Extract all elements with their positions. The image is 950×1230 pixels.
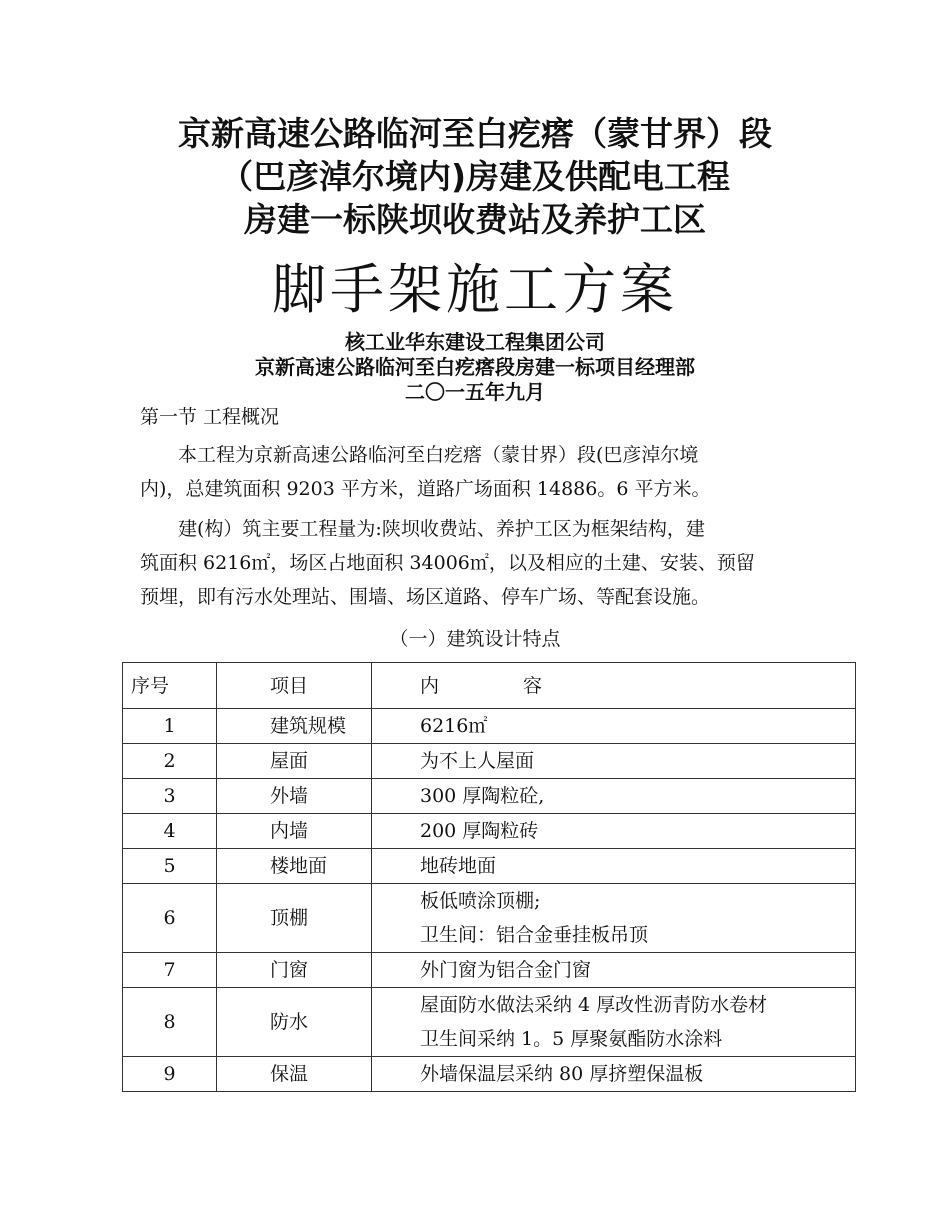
header-item: 项目 bbox=[217, 663, 372, 709]
table-row bbox=[123, 988, 856, 1057]
row-no: 9 bbox=[123, 1057, 217, 1092]
overview-paragraph bbox=[140, 438, 820, 506]
section-heading: 第一节 工程概况 bbox=[140, 406, 280, 428]
table-row bbox=[123, 709, 856, 744]
content-line: 6216㎡ bbox=[420, 715, 488, 737]
company-name: 核工业华东建设工程集团公司 bbox=[345, 330, 605, 354]
paragraph-line: 建(构）筑主要工程量为:陕坝收费站、养护工区为框架结构，建 bbox=[178, 518, 705, 540]
content-line: 外门窗为铝合金门窗 bbox=[420, 959, 592, 981]
row-no: 2 bbox=[123, 744, 217, 779]
row-item: 建筑规模 bbox=[217, 709, 372, 744]
row-content bbox=[372, 953, 856, 988]
row-content bbox=[372, 849, 856, 884]
content-line: 为不上人屋面 bbox=[420, 750, 535, 772]
organization-block bbox=[0, 330, 950, 405]
row-no: 3 bbox=[123, 779, 217, 814]
row-item: 防水 bbox=[217, 988, 372, 1057]
row-item: 屋面 bbox=[217, 744, 372, 779]
row-item: 内墙 bbox=[217, 814, 372, 849]
design-features-table bbox=[122, 662, 856, 1092]
table-caption: （一）建筑设计特点 bbox=[389, 628, 561, 650]
table-header-row bbox=[123, 663, 856, 709]
document-date: 二〇一五年九月 bbox=[405, 380, 545, 404]
header-content-a: 内 bbox=[420, 674, 440, 697]
row-item: 楼地面 bbox=[217, 849, 372, 884]
row-no: 8 bbox=[123, 988, 217, 1057]
content-line: 卫生间：铝合金垂挂板吊顶 bbox=[420, 924, 649, 946]
header-content-b: 容 bbox=[523, 674, 543, 697]
header-no: 序号 bbox=[123, 663, 217, 709]
table-row bbox=[123, 884, 856, 953]
row-content bbox=[372, 814, 856, 849]
content-line: 外墙保温层采纳 80 厚挤塑保温板 bbox=[420, 1063, 704, 1085]
row-item: 外墙 bbox=[217, 779, 372, 814]
row-no: 1 bbox=[123, 709, 217, 744]
table-row bbox=[123, 953, 856, 988]
title-line: 房建一标陕坝收费站及养护工区 bbox=[244, 200, 706, 239]
row-no: 6 bbox=[123, 884, 217, 953]
row-item: 顶棚 bbox=[217, 884, 372, 953]
row-item: 保温 bbox=[217, 1057, 372, 1092]
quantities-paragraph bbox=[140, 512, 820, 614]
paragraph-line: 本工程为京新高速公路临河至白疙瘩（蒙甘界）段(巴彦淖尔境 bbox=[178, 444, 699, 466]
table-row bbox=[123, 814, 856, 849]
paragraph-line: 预埋，即有污水处理站、围墙、场区道路、停车广场、等配套设施。 bbox=[140, 586, 711, 608]
content-line: 地砖地面 bbox=[420, 855, 497, 877]
row-content bbox=[372, 884, 856, 953]
content-line: 200 厚陶粒砖 bbox=[420, 820, 539, 842]
row-no: 4 bbox=[123, 814, 217, 849]
paragraph-line: 内)，总建筑面积 9203 平方米，道路广场面积 14886。6 平方米。 bbox=[140, 478, 711, 500]
row-content bbox=[372, 1057, 856, 1092]
row-no: 5 bbox=[123, 849, 217, 884]
document-title bbox=[0, 112, 950, 241]
row-content bbox=[372, 779, 856, 814]
paragraph-line: 筑面积 6216㎡，场区占地面积 34006㎡，以及相应的土建、安装、预留 bbox=[140, 552, 755, 574]
row-content bbox=[372, 709, 856, 744]
row-content bbox=[372, 988, 856, 1057]
main-title: 脚手架施工方案 bbox=[272, 258, 678, 321]
row-item: 门窗 bbox=[217, 953, 372, 988]
table-row bbox=[123, 849, 856, 884]
table-row bbox=[123, 744, 856, 779]
content-line: 卫生间采纳 1。5 厚聚氨酯防水涂料 bbox=[420, 1028, 723, 1050]
row-no: 7 bbox=[123, 953, 217, 988]
header-content bbox=[372, 663, 856, 709]
content-line: 板低喷涂顶棚; bbox=[420, 890, 541, 912]
title-line: （巴彦淖尔境内)房建及供配电工程 bbox=[219, 157, 731, 196]
project-department: 京新高速公路临河至白疙瘩段房建一标项目经理部 bbox=[255, 355, 695, 379]
row-content bbox=[372, 744, 856, 779]
title-line: 京新高速公路临河至白疙瘩（蒙甘界）段 bbox=[178, 114, 772, 153]
content-line: 300 厚陶粒砼, bbox=[420, 785, 545, 807]
table-row bbox=[123, 1057, 856, 1092]
content-line: 屋面防水做法采纳 4 厚改性沥青防水卷材 bbox=[420, 994, 768, 1016]
table-row bbox=[123, 779, 856, 814]
